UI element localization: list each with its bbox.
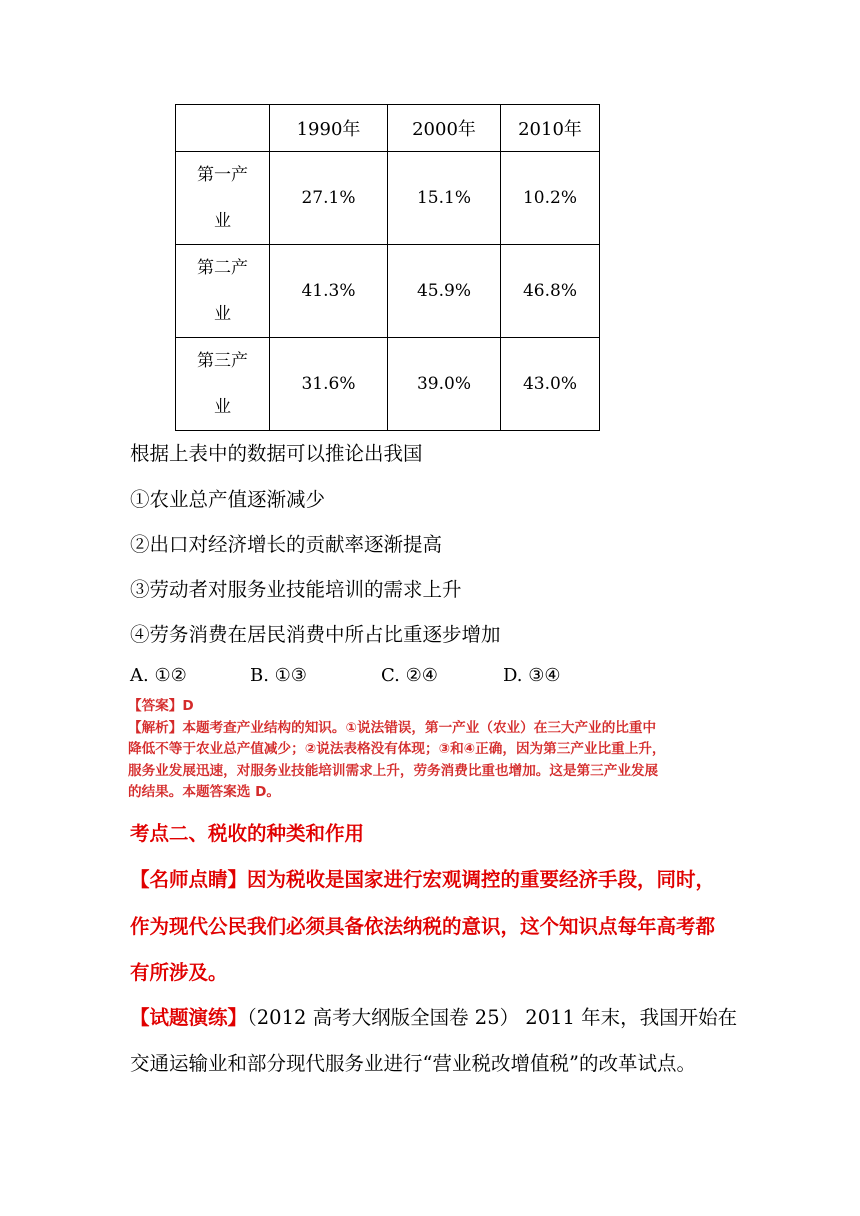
answer-line: 服务业发展迅速，对服务业技能培训需求上升，劳务消费比重也增加。这是第三产业发展	[128, 762, 659, 779]
question-item: ②出口对经济增长的贡献率逐渐提高	[130, 533, 443, 556]
option-a: A. ①②	[130, 665, 187, 686]
table-cell: 27.1%	[270, 152, 388, 245]
answer-line: 【答案】D	[128, 698, 194, 714]
table-row	[176, 152, 600, 245]
question-item: ①农业总产值逐渐减少	[130, 488, 326, 511]
practice-line	[130, 1002, 737, 1030]
table-row	[176, 245, 600, 338]
practice-text: （2012 高考大纲版全国卷 25） 2011 年末，我国开始在	[247, 1006, 738, 1029]
table-cell: 41.3%	[270, 245, 388, 338]
tip-line: 有所涉及。	[130, 961, 228, 984]
row-label: 第一产 业	[176, 152, 270, 245]
section-title: 考点二、税收的种类和作用	[130, 822, 365, 845]
answer-line: 的结果。本题答案选 D。	[128, 784, 280, 800]
table-cell: 15.1%	[388, 152, 501, 245]
table-cell: 31.6%	[270, 338, 388, 431]
row-label: 第二产 业	[176, 245, 270, 338]
table-row	[176, 338, 600, 431]
option-d: D. ③④	[503, 665, 561, 686]
tip-line: 【名师点睛】因为税收是国家进行宏观调控的重要经济手段，同时，	[130, 868, 716, 891]
answer-line: 【解析】本题考查产业结构的知识。①说法错误，第一产业（农业）在三大产业的比重中	[128, 719, 657, 736]
option-b: B. ①③	[250, 665, 307, 686]
option-c: C. ②④	[381, 665, 438, 686]
table-header-cell: 1990年	[270, 105, 388, 152]
practice-line: 交通运输业和部分现代服务业进行“营业税改增值税”的改革试点。	[130, 1052, 696, 1075]
table-cell: 39.0%	[388, 338, 501, 431]
answer-explanation	[128, 696, 738, 804]
tip-line: 作为现代公民我们必须具备依法纳税的意识，这个知识点每年高考都	[130, 915, 716, 938]
table-cell: 43.0%	[501, 338, 600, 431]
question-stem: 根据上表中的数据可以推论出我国	[130, 442, 423, 465]
row-label: 第三产 业	[176, 338, 270, 431]
table-cell: 46.8%	[501, 245, 600, 338]
answer-line: 降低不等于农业总产值减少；②说法表格没有体现；③和④正确，因为第三产业比重上升，	[128, 741, 666, 757]
question-item: ③劳动者对服务业技能培训的需求上升	[130, 578, 462, 601]
table-cell: 45.9%	[388, 245, 501, 338]
table-header-cell: 2000年	[388, 105, 501, 152]
table-header-cell: 2010年	[501, 105, 600, 152]
industry-share-table	[175, 104, 600, 431]
practice-label: 【试题演练】	[130, 1006, 248, 1029]
table-header-cell	[176, 105, 270, 152]
table-header-row	[176, 105, 600, 152]
question-item: ④劳务消费在居民消费中所占比重逐步增加	[130, 623, 501, 646]
table-cell: 10.2%	[501, 152, 600, 245]
